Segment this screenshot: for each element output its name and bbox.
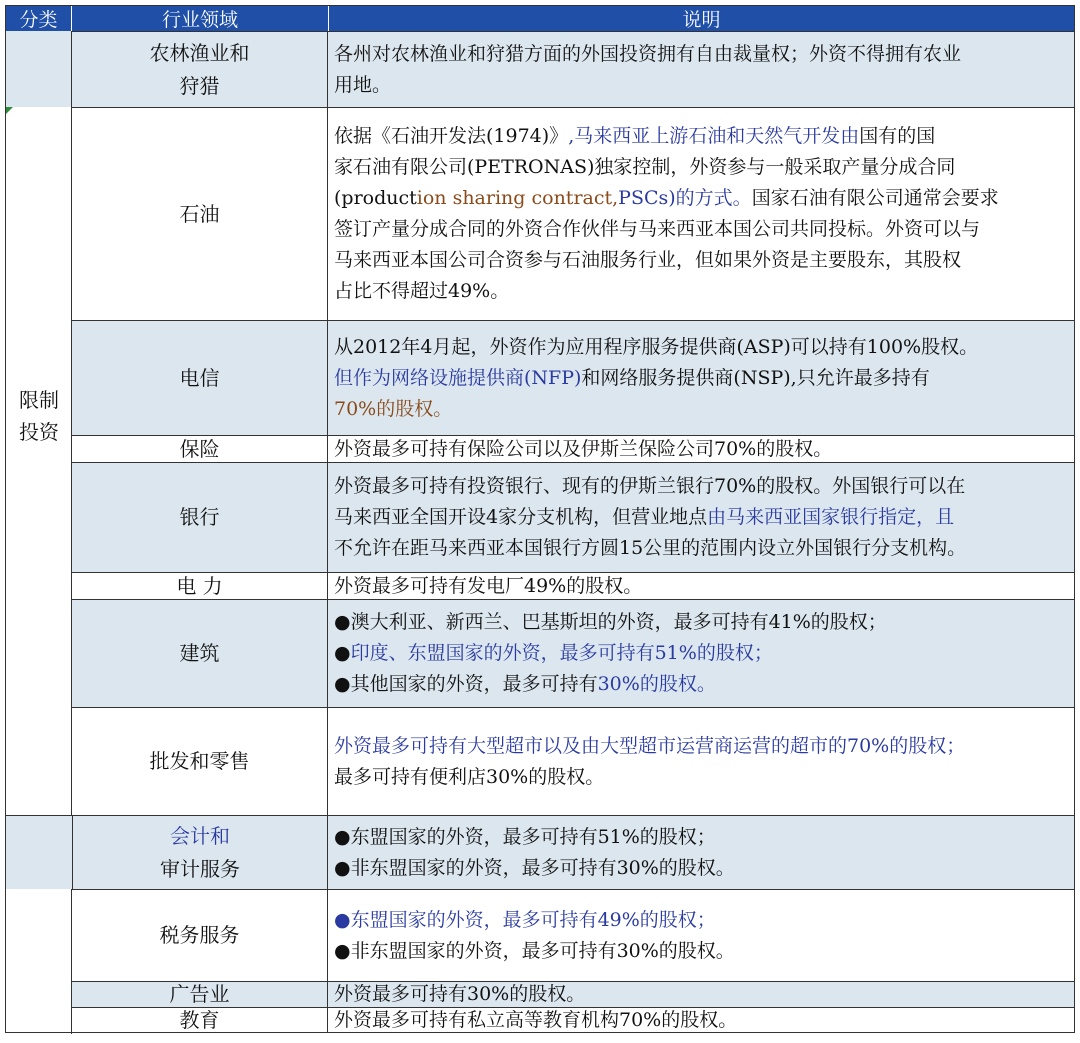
description-cell — [334, 982, 1068, 1007]
text-run: 30%的股权。 — [597, 673, 716, 695]
table-row — [72, 462, 1074, 572]
industry-text: 批发和零售 — [149, 749, 250, 773]
description-line — [334, 363, 1068, 394]
category-label-line: 投资 — [19, 420, 59, 444]
description-cell — [334, 708, 1068, 815]
text-run: (product — [334, 187, 417, 209]
text-run: 国家石油有限公司通常会要求 — [751, 187, 999, 209]
category-label-line: 限制 — [19, 388, 59, 412]
industry-text: 狩猎 — [179, 73, 220, 98]
description-line: 从2012年4月起，外资作为应用程序服务提供商(ASP)可以持有100%股权。 — [334, 335, 979, 358]
description-line: 不允许在距马来西亚本国银行方圆15公里的范围内设立外国银行分支机构。 — [334, 537, 967, 559]
description-line: ●非东盟国家的外资，最多可持有30%的股权。 — [334, 939, 735, 962]
text-run: 但作为网络设施提供商(NFP) — [334, 366, 582, 389]
description-line: ●非东盟国家的外资，最多可持有30%的股权。 — [334, 856, 735, 879]
industry-cell — [72, 321, 328, 435]
description-cell — [334, 600, 1068, 707]
table-row — [72, 107, 1074, 320]
table-row — [72, 572, 1074, 599]
industry-cell — [72, 890, 328, 981]
description-line: ●东盟国家的外资，最多可持有51%的股权； — [334, 825, 716, 848]
category-cell-top — [6, 31, 72, 107]
industry-cell — [72, 32, 328, 107]
description-cell — [334, 463, 1068, 572]
description-line: 外资最多可持有发电厂49%的股权。 — [334, 574, 643, 597]
table-row — [72, 599, 1074, 707]
table-row — [72, 707, 1074, 815]
text-run: 和网络服务提供商(NSP),只允许最多持有 — [581, 366, 930, 389]
industry-text: 教育 — [179, 1008, 220, 1032]
industry-text: 建筑 — [179, 641, 220, 665]
category-cell-limited — [6, 107, 72, 815]
table-row — [72, 320, 1074, 435]
description-line: 家石油有限公司(PETRONAS)独家控制，外资参与一般采取产量分成合同 — [334, 156, 956, 178]
text-run: PSCs)的方式。 — [618, 187, 752, 209]
industry-text: 会计和 — [170, 823, 230, 848]
text-run: ●其他国家的外资，最多可持有 — [334, 673, 598, 695]
industry-text: 银行 — [179, 505, 220, 529]
description-line — [334, 638, 1068, 669]
header-category: 分类 — [6, 6, 72, 31]
description-line: 70%的股权。 — [334, 397, 453, 420]
text-run: 国有的国 — [859, 125, 936, 147]
description-cell — [334, 890, 1068, 981]
description-line: 外资最多可持有保险公司以及伊斯兰保险公司70%的股权。 — [334, 437, 833, 460]
description-line: 占比不得超过49%。 — [334, 280, 510, 302]
text-run: 由马来西亚国家银行指定，且 — [707, 506, 955, 528]
industry-text: 石油 — [179, 201, 220, 226]
table-row — [72, 31, 1074, 107]
industry-text: 农林渔业和 — [149, 40, 250, 65]
description-cell — [334, 436, 1068, 462]
industry-text: 保险 — [179, 436, 220, 461]
description-line — [334, 183, 1068, 214]
table-row — [6, 815, 1074, 889]
description-line: 各州对农林渔业和狩猎方面的外国投资拥有自由裁量权；外资不得拥有农业 — [334, 42, 962, 65]
industry-cell — [72, 816, 328, 889]
industry-cell — [72, 600, 328, 707]
text-run: ,马来西亚上游石油和天然气开发由 — [568, 125, 860, 147]
description-cell — [334, 1008, 1068, 1033]
table-row — [72, 889, 1074, 981]
description-line: 最多可持有便利店30%的股权。 — [334, 765, 605, 788]
industry-text: 税务服务 — [159, 923, 240, 947]
cell-comment-marker — [6, 107, 13, 114]
industry-cell — [72, 436, 328, 462]
industry-cell — [72, 1008, 328, 1033]
industry-text: 广告业 — [169, 982, 230, 1006]
text-run: ion sharing contract, — [416, 187, 619, 209]
description-line: ●澳大利亚、新西兰、巴基斯坦的外资，最多可持有41%的股权； — [334, 611, 887, 633]
table-row — [72, 1007, 1074, 1033]
description-cell — [334, 108, 1068, 320]
text-run: 马来西亚全国开设4家分支机构，但营业地点 — [334, 506, 708, 528]
table-row — [72, 435, 1074, 462]
industry-text: 电 力 — [176, 573, 223, 598]
description-line — [334, 502, 1068, 533]
description-line: 签订产量分成合同的外资合作伙伴与马来西亚本国公司共同投标。外资可以与 — [334, 218, 981, 240]
description-line: 外资最多可持有投资银行、现有的伊斯兰银行70%的股权。外国银行可以在 — [334, 475, 966, 497]
header-industry: 行业领域 — [72, 6, 329, 31]
description-cell — [334, 32, 1068, 107]
investment-restriction-table — [5, 5, 1075, 1033]
description-line: 外资最多可持有30%的股权。 — [334, 983, 586, 1005]
industry-cell — [72, 463, 328, 572]
text-run: 印度、东盟国家的外资，最多可持有51%的股权； — [350, 642, 773, 664]
table-row — [72, 981, 1074, 1007]
description-line — [334, 121, 1068, 152]
description-cell — [334, 573, 1068, 599]
description-line: 外资最多可持有大型超市以及由大型超市运营商运营的超市的70%的股权； — [334, 734, 966, 757]
description-line: 外资最多可持有私立高等教育机构70%的股权。 — [334, 1009, 738, 1031]
industry-text: 审计服务 — [160, 856, 240, 881]
text-run: ● — [334, 642, 351, 664]
category-label — [6, 384, 72, 448]
industry-cell — [72, 573, 328, 599]
text-run: 依据《石油开发法(1974)》 — [334, 125, 569, 147]
industry-cell — [72, 108, 328, 320]
industry-text: 电信 — [179, 365, 220, 390]
description-line: ●东盟国家的外资，最多可持有49%的股权； — [334, 908, 716, 931]
description-line: 用地。 — [334, 73, 392, 96]
description-line: 马来西亚本国公司合资参与石油服务行业，但如果外资是主要股东，其股权 — [334, 249, 962, 271]
industry-cell — [72, 708, 328, 815]
description-cell — [334, 816, 1068, 889]
header-description: 说明 — [329, 6, 1074, 31]
description-cell — [334, 321, 1068, 435]
description-line — [334, 669, 1068, 700]
